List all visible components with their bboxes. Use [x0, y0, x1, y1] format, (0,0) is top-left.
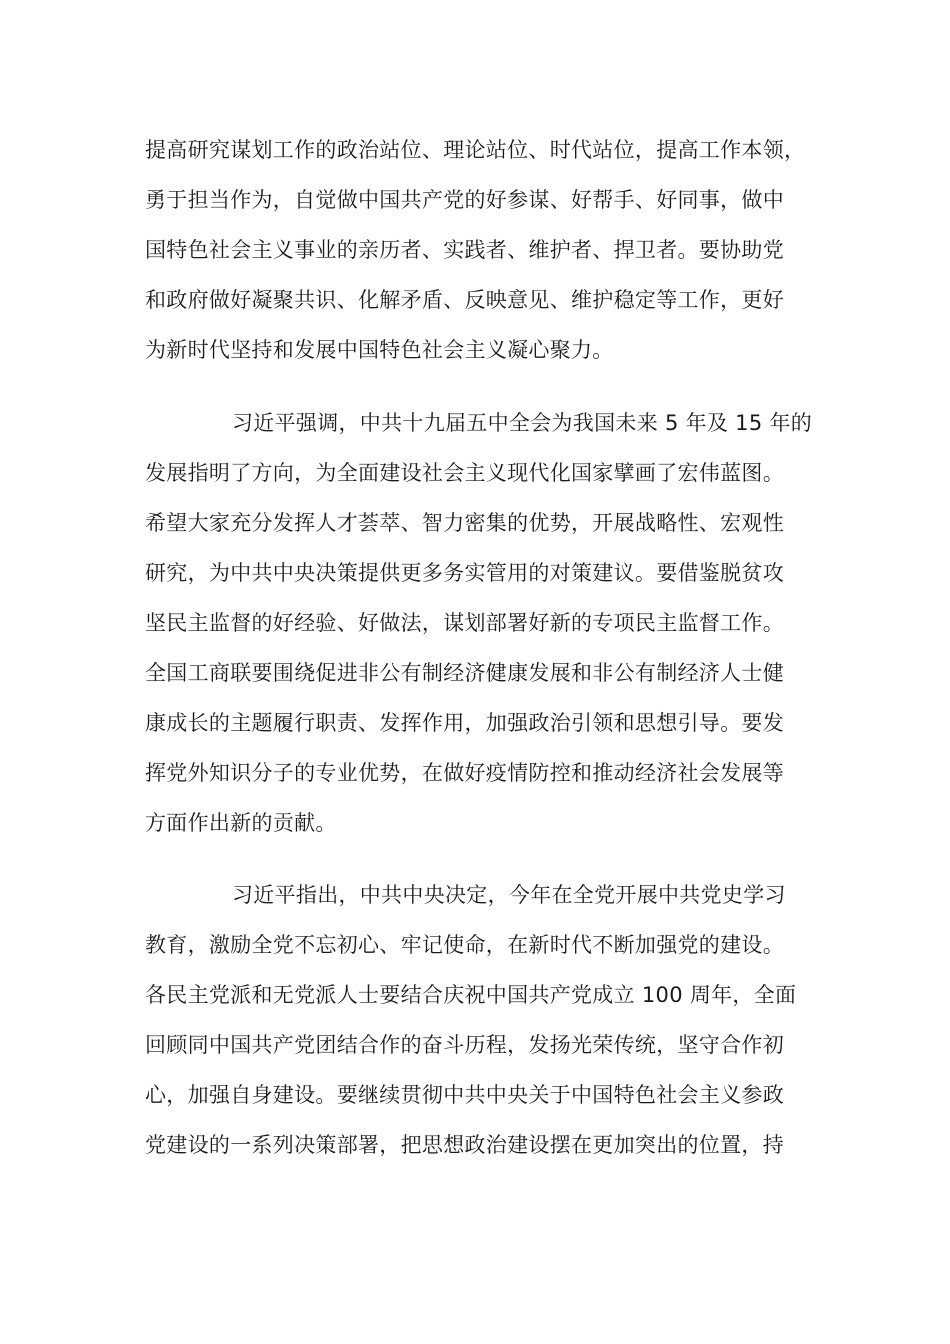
paragraph-3-line-3: 各民主党派和无党派人士要结合庆祝中国共产党成立 100 周年，全面 [145, 983, 797, 1007]
paragraph-2-line-6: 全国工商联要围绕促进非公有制经济健康发展和非公有制经济人士健 [145, 661, 784, 685]
paragraph-2-line-2: 发展指明了方向，为全面建设社会主义现代化国家擘画了宏伟蓝图。 [145, 461, 784, 485]
paragraph-3-line-1: 习近平指出，中共中央决定，今年在全党开展中共党史学习 [232, 883, 786, 907]
paragraph-2-line-1: 习近平强调，中共十九届五中全会为我国未来 5 年及 15 年的 [232, 411, 813, 435]
paragraph-1-line-1: 提高研究谋划工作的政治站位、理论站位、时代站位，提高工作本领， [145, 138, 806, 162]
paragraph-1-line-5: 为新时代坚持和发展中国特色社会主义凝心聚力。 [145, 338, 614, 362]
paragraph-1-line-3: 国特色社会主义事业的亲历者、实践者、维护者、捍卫者。要协助党 [145, 238, 784, 262]
paragraph-2-line-3: 希望大家充分发挥人才荟萃、智力密集的优势，开展战略性、宏观性 [145, 511, 784, 535]
paragraph-3-line-6: 党建设的一系列决策部署，把思想政治建设摆在更加突出的位置，持 [145, 1133, 784, 1157]
paragraph-1-line-4: 和政府做好凝聚共识、化解矛盾、反映意见、维护稳定等工作，更好 [145, 288, 784, 312]
paragraph-2-line-5: 坚民主监督的好经验、好做法，谋划部署好新的专项民主监督工作。 [145, 611, 784, 635]
paragraph-2-line-8: 挥党外知识分子的专业优势，在做好疫情防控和推动经济社会发展等 [145, 761, 784, 785]
paragraph-1-line-2: 勇于担当作为，自觉做中国共产党的好参谋、好帮手、好同事，做中 [145, 188, 784, 212]
paragraph-2-line-4: 研究，为中共中央决策提供更多务实管用的对策建议。要借鉴脱贫攻 [145, 561, 784, 585]
paragraph-3-line-5: 心，加强自身建设。要继续贯彻中共中央关于中国特色社会主义参政 [145, 1083, 784, 1107]
paragraph-3-line-4: 回顾同中国共产党团结合作的奋斗历程，发扬光荣传统，坚守合作初 [145, 1033, 784, 1057]
paragraph-3-line-2: 教育，激励全党不忘初心、牢记使命，在新时代不断加强党的建设。 [145, 933, 784, 957]
paragraph-2-line-9: 方面作出新的贡献。 [145, 811, 337, 835]
paragraph-2-line-7: 康成长的主题履行职责、发挥作用，加强政治引领和思想引导。要发 [145, 711, 784, 735]
